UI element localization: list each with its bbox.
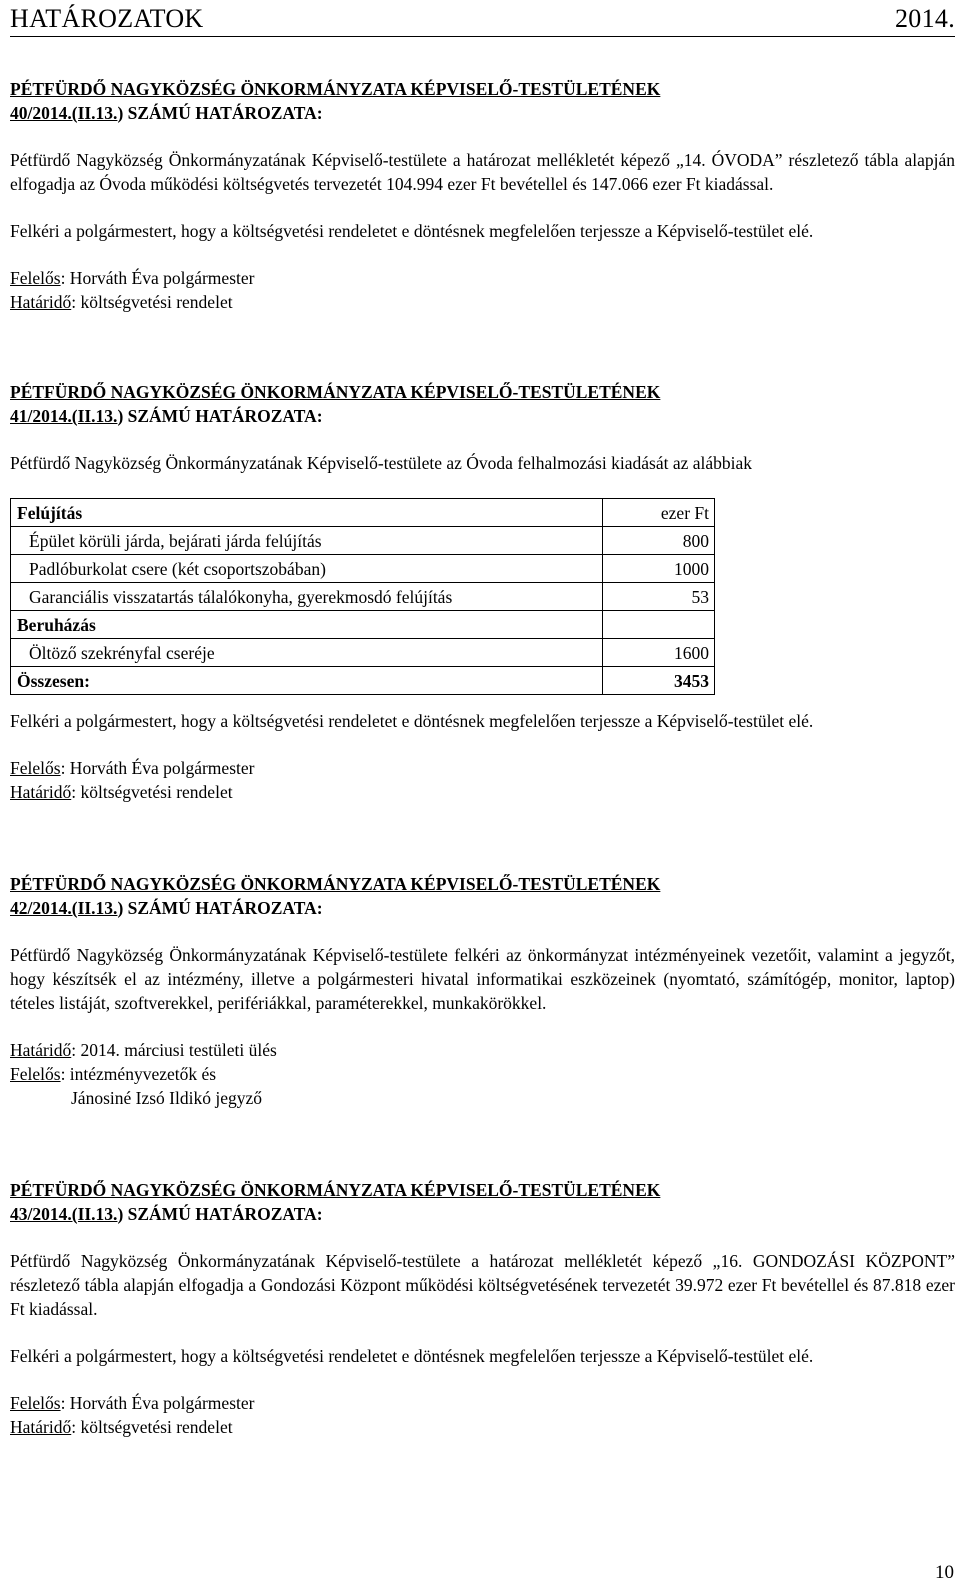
table-row: Padlóburkolat csere (két csoportszobában) 1000 [11, 555, 715, 583]
resolution-title: PÉTFÜRDŐ NAGYKÖZSÉG ÖNKORMÁNYZATA KÉPVISELŐ-TESTÜLETÉNEK [10, 1180, 661, 1200]
resolution-number: 42/2014.(II.13.) SZÁMÚ HATÁROZATA: [10, 898, 323, 918]
responsible-line-2: Jánosiné Izsó Ildikó jegyző [71, 1088, 262, 1108]
page-header [10, 0, 955, 37]
table-section-row: Beruházás [11, 611, 715, 639]
table-row: Épület körüli járda, bejárati járda felújítás 800 [11, 527, 715, 555]
table-row: Garanciális visszatartás tálalókonyha, gyerekmosdó felújítás 53 [11, 583, 715, 611]
resolution-request: Felkéri a polgármestert, hogy a költségvetési rendeletet e döntésnek megfelelően terjessze a Képviselő-testület elé. [10, 711, 814, 731]
responsible-line: Felelős: intézményvezetők és [10, 1064, 217, 1084]
resolution-body: Pétfürdő Nagyközség Önkormányzatának Képviselő-testülete felkéri az önkormányzat intézményeinek vezetőit, valamint a jegyzőt, hogy készítsék el az intézmény, illetve a polgármesteri hivatal informatikai eszközeinek (nyomtató, számítógép, monitor, laptop) tételes listáját, szoftverekkel, perifériákkal, paraméterekkel, munkakörökkel. [10, 945, 955, 1013]
resolution-request: Felkéri a polgármestert, hogy a költségvetési rendeletet e döntésnek megfelelően terjessze a Képviselő-testület elé. [10, 1346, 814, 1366]
responsible-line: Felelős: Horváth Éva polgármester [10, 268, 255, 288]
deadline-line: Határidő: 2014. márciusi testületi ülés [10, 1040, 277, 1060]
resolution-number: 43/2014.(II.13.) SZÁMÚ HATÁROZATA: [10, 1204, 323, 1224]
table-header-unit: ezer Ft [603, 499, 715, 527]
responsible-line: Felelős: Horváth Éva polgármester [10, 1393, 255, 1413]
resolution-42 [10, 873, 955, 1110]
resolution-40 [10, 78, 955, 314]
resolution-title: PÉTFÜRDŐ NAGYKÖZSÉG ÖNKORMÁNYZATA KÉPVISELŐ-TESTÜLETÉNEK [10, 79, 661, 99]
resolution-body: Pétfürdő Nagyközség Önkormányzatának Képviselő-testülete az Óvoda felhalmozási kiadását az alábbiak [10, 453, 753, 473]
table-header-label: Felújítás [11, 499, 603, 527]
resolution-number: 40/2014.(II.13.) SZÁMÚ HATÁROZATA: [10, 103, 323, 123]
header-year: 2014. [895, 4, 955, 33]
resolution-43 [10, 1179, 955, 1439]
resolution-body: Pétfürdő Nagyközség Önkormányzatának Képviselő-testülete a határozat mellékletét képező „14. ÓVODA” részletező tábla alapján elfogadja az Óvoda működési költségvetés tervezetét 104.994 ezer Ft bevétellel és 147.066 ezer Ft kiadással. [10, 150, 955, 194]
content [10, 78, 955, 1439]
responsible-line: Felelős: Horváth Éva polgármester [10, 758, 255, 778]
deadline-line: Határidő: költségvetési rendelet [10, 1417, 233, 1437]
deadline-line: Határidő: költségvetési rendelet [10, 292, 233, 312]
resolution-title: PÉTFÜRDŐ NAGYKÖZSÉG ÖNKORMÁNYZATA KÉPVISELŐ-TESTÜLETÉNEK [10, 874, 661, 894]
table-total-row: Összesen: 3453 [11, 667, 715, 695]
page-number: 10 [935, 1562, 954, 1583]
table-row: Öltöző szekrényfal cseréje 1600 [11, 639, 715, 667]
header-title: HATÁROZATOK [10, 4, 204, 33]
expenditure-table [10, 498, 715, 695]
resolution-title: PÉTFÜRDŐ NAGYKÖZSÉG ÖNKORMÁNYZATA KÉPVISELŐ-TESTÜLETÉNEK [10, 382, 661, 402]
table-header-row [11, 499, 715, 527]
deadline-line: Határidő: költségvetési rendelet [10, 782, 233, 802]
resolution-41 [10, 381, 955, 804]
resolution-body: Pétfürdő Nagyközség Önkormányzatának Képviselő-testülete a határozat mellékletét képező „16. GONDOZÁSI KÖZPONT” részletező tábla alapján elfogadja a Gondozási Központ működési költségvetésének tervezetét 39.972 ezer Ft bevétellel és 87.818 ezer Ft kiadással. [10, 1251, 955, 1319]
resolution-number: 41/2014.(II.13.) SZÁMÚ HATÁROZATA: [10, 406, 323, 426]
resolution-request: Felkéri a polgármestert, hogy a költségvetési rendeletet e döntésnek megfelelően terjessze a Képviselő-testület elé. [10, 221, 814, 241]
